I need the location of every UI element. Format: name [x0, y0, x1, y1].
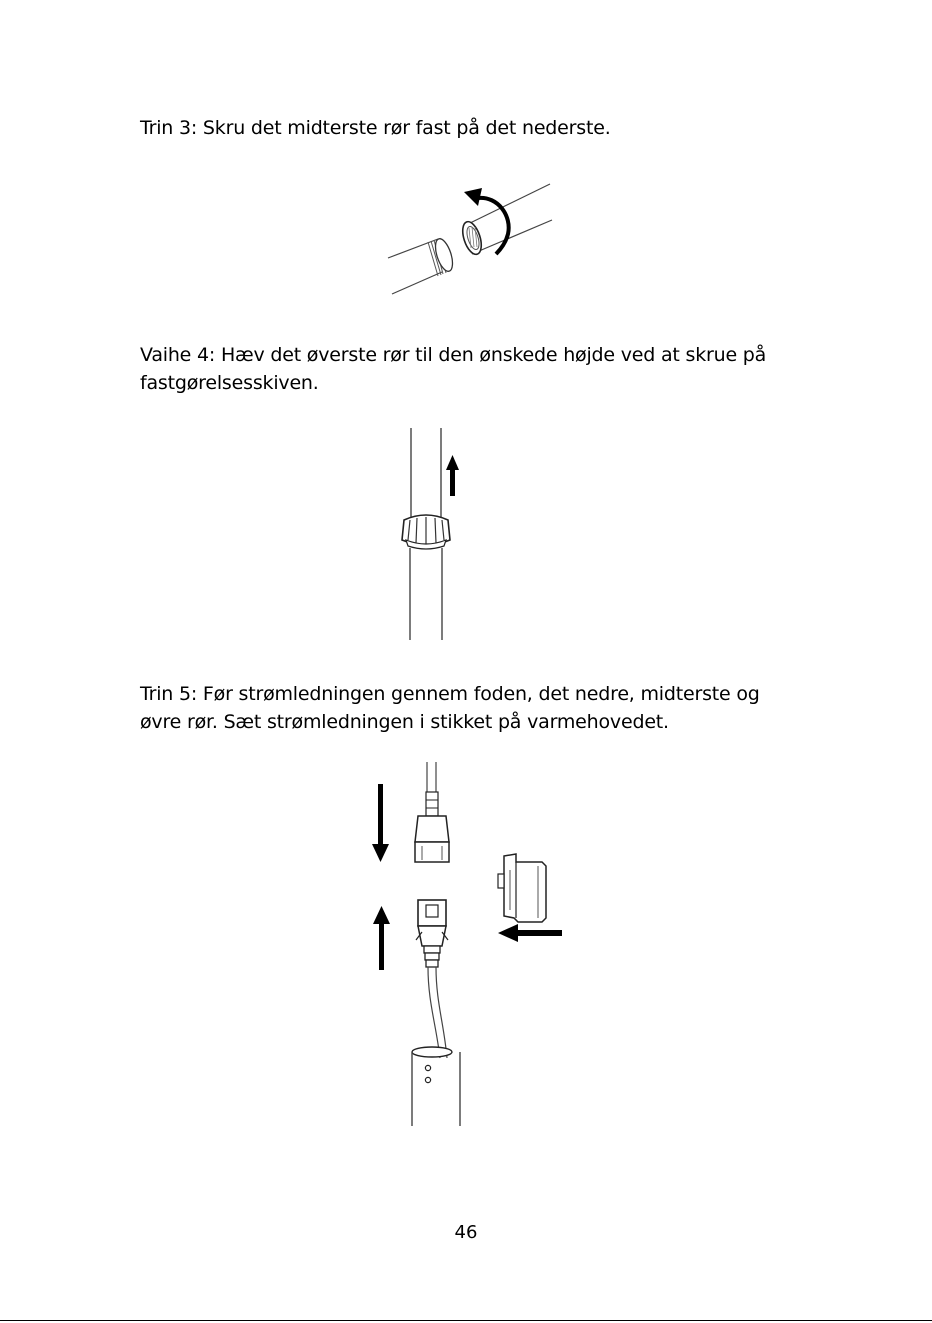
step-5-text: Trin 5: Før strømledningen gennem foden, det nedre, midterste og øvre rør. Sæt strømledningen i stikket på varmehovedet.	[140, 683, 760, 733]
page-number: 46	[454, 1222, 478, 1243]
pipe-screw-illustration	[380, 176, 560, 302]
step-3-text: Trin 3: Skru det midterste rør fast på det nederste.	[140, 117, 611, 139]
pipe-raise-illustration	[386, 428, 470, 642]
power-cord-connection-illustration	[366, 762, 570, 1130]
step-4-text: Vaihe 4: Hæv det øverste rør til den ønskede højde ved at skrue på fastgørelsesskiven.	[140, 344, 767, 394]
page-bottom-rule	[0, 1320, 932, 1321]
